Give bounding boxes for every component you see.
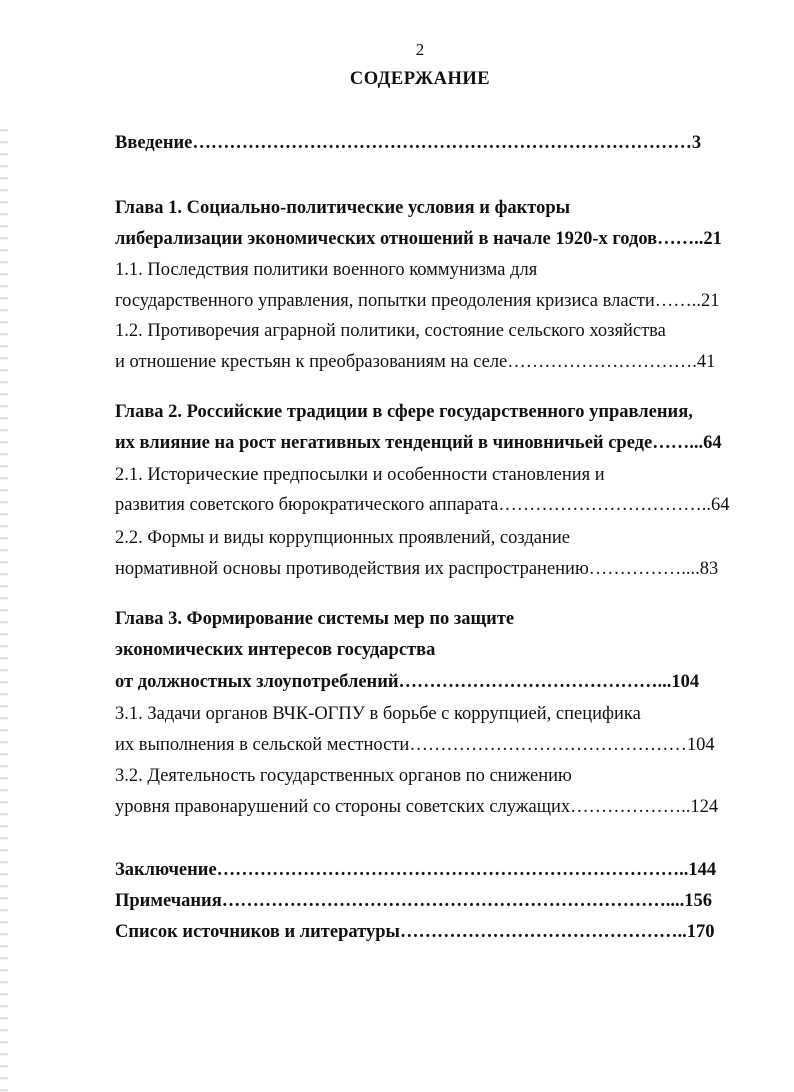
toc-section-2-2[interactable]: 2.2. Формы и виды коррупционных проявлений, создание [115,528,570,548]
toc-chapter-2-title[interactable]: Глава 2. Российские традиции в сфере государственного управления, [115,402,693,422]
toc-entry-bibliography[interactable]: Список источников и литературы………………………………………..170 [115,922,715,942]
toc-chapter-1-title[interactable]: Глава 1. Социально-политические условия и факторы [115,198,571,218]
toc-section-1-1-cont[interactable]: государственного управления, попытки преодоления кризиса власти……..21 [115,291,720,311]
toc-entry-introduction[interactable]: Введение………………………………………………………………………3 [115,133,702,153]
toc-section-3-2[interactable]: 3.2. Деятельность государственных органов по снижению [115,766,572,786]
toc-section-3-1-cont[interactable]: их выполнения в сельской местности………………………………………104 [115,735,715,755]
toc-section-3-2-cont[interactable]: уровня правонарушений со стороны советских служащих………………..124 [115,797,719,817]
toc-entry-conclusion[interactable]: Заключение…………………………………………………………………..144 [115,860,717,880]
toc-chapter-3-title-cont-2[interactable]: от должностных злоупотреблений……………………………………...104 [115,672,700,692]
toc-section-2-1[interactable]: 2.1. Исторические предпосылки и особенности становления и [115,465,605,485]
toc-section-1-2[interactable]: 1.2. Противоречия аграрной политики, состояние сельского хозяйства [115,321,666,341]
toc-chapter-3-title[interactable]: Глава 3. Формирование системы мер по защите [115,609,515,629]
toc-chapter-1-title-cont[interactable]: либерализации экономических отношений в начале 1920-х годов……..21 [115,229,722,249]
toc-section-3-1[interactable]: 3.1. Задачи органов ВЧК-ОГПУ в борьбе с коррупцией, специфика [115,704,641,724]
toc-entry-notes[interactable]: Примечания………………………………………………………………....156 [115,891,712,911]
toc-section-2-2-cont[interactable]: нормативной основы противодействия их распространению……………....83 [115,559,719,579]
toc-section-1-1[interactable]: 1.1. Последствия политики военного коммунизма для [115,260,538,280]
toc-chapter-2-title-cont[interactable]: их влияние на рост негативных тенденций в чиновничьей среде……...64 [115,433,722,453]
toc-section-2-1-cont[interactable]: развития советского бюрократического аппарата……………………………..64 [115,495,730,515]
page-title: СОДЕРЖАНИЕ [349,69,491,89]
toc-chapter-3-title-cont[interactable]: экономических интересов государства [115,640,436,660]
toc-section-1-2-cont[interactable]: и отношение крестьян к преобразованиям на селе………………………….41 [115,352,716,372]
scan-edge-artifact [0,120,8,1092]
page-number: 2 [415,40,425,59]
